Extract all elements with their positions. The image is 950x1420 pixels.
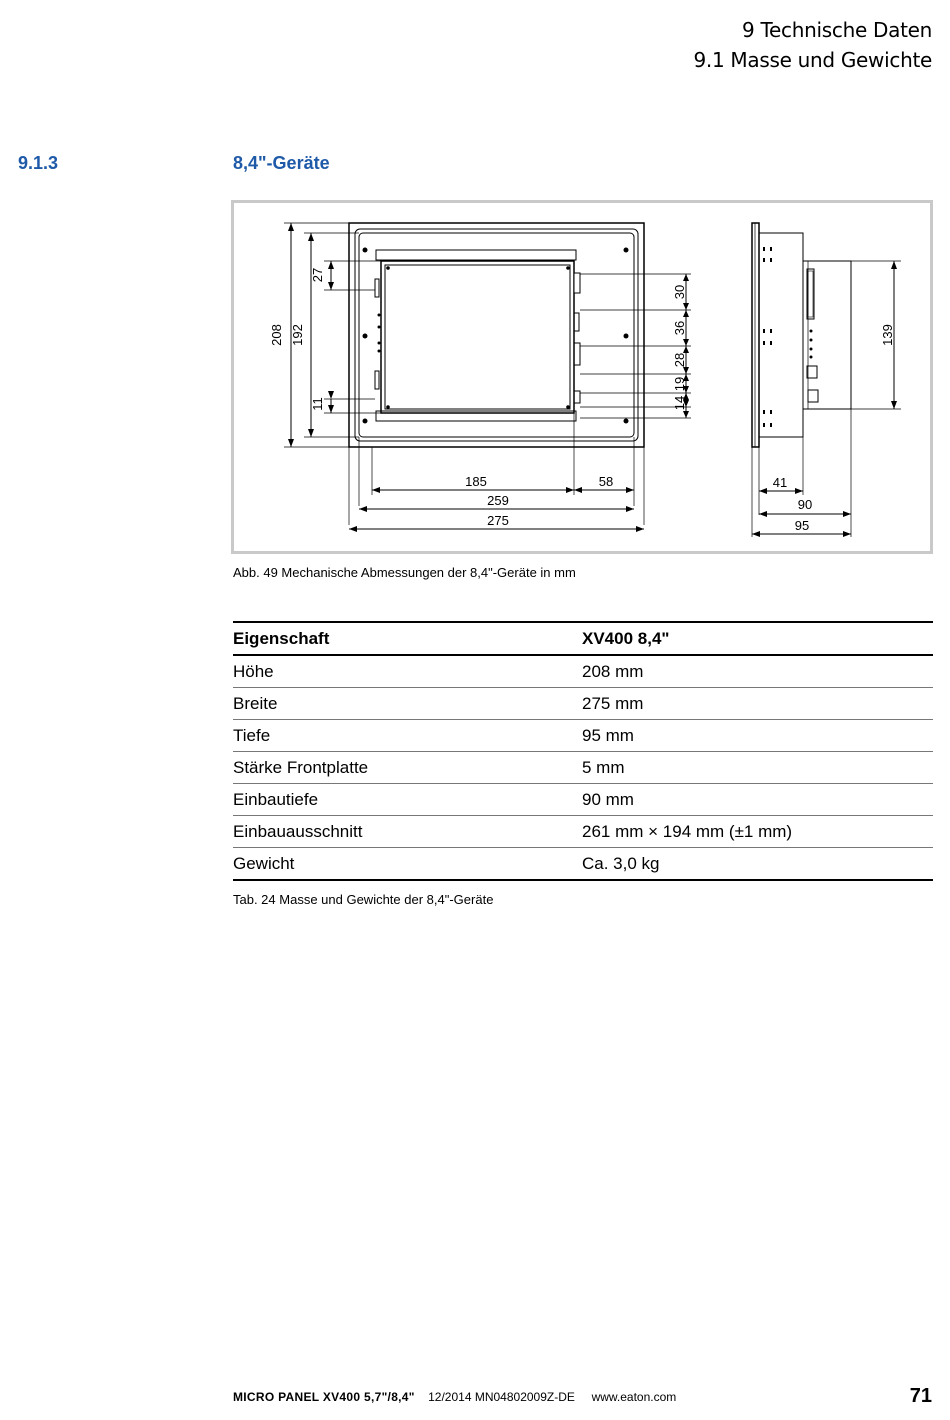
cell-value: 208 mm: [582, 655, 933, 688]
dim-41: 41: [772, 475, 788, 490]
table-row: [233, 655, 933, 688]
table-row: [233, 816, 933, 848]
cell-property: Höhe: [233, 655, 582, 688]
chapter-heading: 9 Technische Daten: [742, 18, 932, 42]
footer: [233, 1390, 676, 1404]
cell-property: Gewicht: [233, 848, 582, 881]
cell-value: 90 mm: [582, 784, 933, 816]
footer-url: www.eaton.com: [591, 1390, 677, 1404]
cell-value: 275 mm: [582, 688, 933, 720]
back-view: [284, 223, 691, 529]
cell-property: Tiefe: [233, 720, 582, 752]
table-row: [233, 752, 933, 784]
table-row: [233, 784, 933, 816]
table-header-row: [233, 622, 933, 655]
dim-27: 27: [310, 267, 325, 283]
cell-property: Einbauausschnitt: [233, 816, 582, 848]
cell-value: 95 mm: [582, 720, 933, 752]
dim-192: 192: [290, 324, 305, 346]
dim-28: 28: [672, 352, 687, 368]
dim-95: 95: [794, 518, 810, 533]
dim-275: 275: [487, 513, 509, 528]
section-heading: 9.1 Masse und Gewichte: [693, 48, 932, 72]
figure-caption: Abb. 49 Mechanische Abmessungen der 8,4"-Geräte in mm: [233, 565, 576, 580]
dim-14: 14: [672, 395, 687, 411]
table-row: [233, 848, 933, 881]
dim-139: 139: [880, 324, 895, 346]
dim-208: 208: [269, 324, 284, 346]
cell-property: Stärke Frontplatte: [233, 752, 582, 784]
properties-table: [233, 621, 933, 881]
table-row: [233, 720, 933, 752]
table-row: [233, 688, 933, 720]
table-caption: Tab. 24 Masse und Gewichte der 8,4"-Geräte: [233, 892, 494, 907]
cell-property: Einbautiefe: [233, 784, 582, 816]
cell-property: Breite: [233, 688, 582, 720]
section-number: 9.1.3: [18, 153, 59, 173]
dim-259: 259: [487, 493, 509, 508]
dim-19: 19: [672, 376, 687, 392]
dim-30: 30: [672, 284, 687, 300]
page-number: 71: [909, 1385, 932, 1407]
dim-58: 58: [598, 474, 614, 489]
footer-doc-id: 12/2014 MN04802009Z-DE: [428, 1390, 575, 1404]
dim-90: 90: [797, 497, 813, 512]
footer-product: MICRO PANEL XV400 5,7"/8,4": [233, 1390, 415, 1404]
dim-36: 36: [672, 320, 687, 336]
cell-value: Ca. 3,0 kg: [582, 848, 933, 881]
section-title: 8,4"-Geräte: [233, 153, 330, 173]
dim-185: 185: [465, 474, 487, 489]
cell-value: 261 mm × 194 mm (±1 mm): [582, 816, 933, 848]
header-property: Eigenschaft: [233, 622, 582, 655]
dim-11: 11: [310, 397, 325, 411]
header-model: XV400 8,4": [582, 622, 933, 655]
dimension-drawing: [231, 200, 933, 554]
cell-value: 5 mm: [582, 752, 933, 784]
